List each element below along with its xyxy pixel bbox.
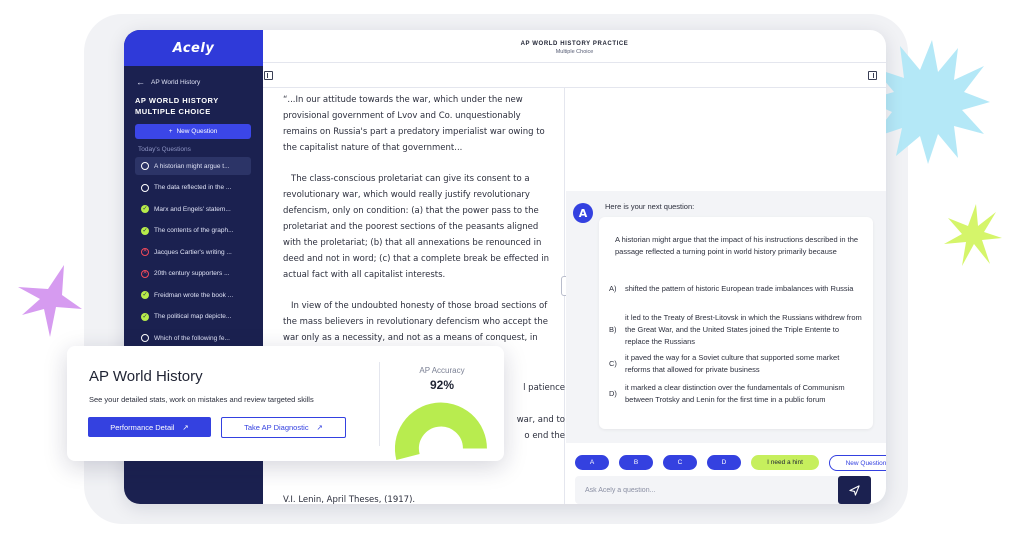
take-ap-diagnostic-button[interactable]: Take AP Diagnostic ↗ bbox=[221, 417, 346, 438]
check-icon: ✓ bbox=[142, 206, 148, 212]
question-card bbox=[599, 217, 873, 429]
question-list-item-label: The contents of the graph... bbox=[154, 227, 234, 234]
circle-icon bbox=[141, 334, 149, 342]
page-header bbox=[263, 30, 886, 62]
page-subtitle: Multiple Choice bbox=[555, 49, 594, 55]
question-list-item-label: 20th century supporters ... bbox=[154, 270, 230, 277]
check-icon: ✓ bbox=[142, 313, 148, 320]
passage-paragraph: In view of the undoubted honesty of those broad sections of the mass believers in revolutionary defencism who accept the war only as a necessity, and not as a means of conquest, in bbox=[283, 301, 548, 343]
send-icon bbox=[849, 485, 860, 496]
stats-card bbox=[67, 346, 504, 461]
question-list-item-label: A historian might argue t... bbox=[154, 162, 230, 170]
external-arrow-icon: ↗ bbox=[182, 422, 189, 432]
question-list-item-label: The political map depicte... bbox=[154, 313, 232, 320]
option-a[interactable]: A) shifted the pattern of historic European trade imbalances with Russia bbox=[609, 284, 854, 293]
sidebar-title: AP WORLD HISTORY MULTIPLE CHOICE bbox=[135, 96, 219, 116]
circle-icon bbox=[141, 162, 149, 170]
option-b[interactable]: B) it led to the Treaty of Brest-Litovsk in which the Russians withdrew from the Great War, and the United States joined the Triple Entente to replace the Russians bbox=[609, 313, 862, 346]
passage-citation: V.I. Lenin, April Theses, (1917). bbox=[283, 495, 416, 504]
chat-panel bbox=[566, 87, 886, 504]
question-list-item[interactable] bbox=[135, 243, 251, 261]
hint-button[interactable]: I need a hint bbox=[751, 455, 819, 470]
option-c[interactable]: C) it paved the way for a Soviet culture that supported some market reforms that allowed for private business bbox=[609, 353, 840, 374]
answer-a-button[interactable]: A bbox=[575, 455, 609, 470]
chat-new-question-button[interactable]: New Question bbox=[829, 455, 886, 471]
collapse-chat-icon[interactable] bbox=[868, 71, 877, 80]
x-icon: ✕ bbox=[142, 248, 148, 255]
external-arrow-icon: ↗ bbox=[316, 423, 323, 432]
page-title: AP WORLD HISTORY PRACTICE bbox=[520, 41, 629, 47]
answer-c-button[interactable]: C bbox=[663, 455, 697, 470]
stats-card-title: AP World History bbox=[89, 368, 203, 385]
question-list-item[interactable] bbox=[135, 157, 251, 175]
ask-input[interactable] bbox=[575, 476, 837, 504]
passage-paragraph: The class-conscious proletariat can give its consent to a revolutionary war, which would really justify revolutionary defencism, only on condition: (a) that the power pass to the proletariat and the poorest sections of the peasants aligned with the proletariat; (b) that all annexations be renounced in deed and not in word; (c) that a complete break be effected in actual fact with all capitalist interests. bbox=[283, 174, 549, 280]
accuracy-label: AP Accuracy bbox=[419, 366, 465, 375]
passage-paragraph: “...In our attitude towards the war, which under the new provisional government of Lvov and Co. unquestionably remains on Russia's part a predatory imperialist war owing to the capitalist nature of that government... bbox=[283, 95, 545, 153]
new-question-button[interactable] bbox=[135, 124, 251, 139]
chat-intro: Here is your next question: bbox=[605, 202, 695, 211]
todays-questions-heading: Today's Questions bbox=[138, 146, 191, 153]
toolbar bbox=[263, 62, 886, 88]
question-list-item[interactable] bbox=[135, 286, 251, 304]
check-icon: ✓ bbox=[142, 292, 148, 298]
back-arrow-icon: ← bbox=[136, 77, 145, 87]
ask-bar bbox=[575, 476, 871, 504]
x-icon: ✕ bbox=[142, 269, 148, 276]
new-question-label: New Question bbox=[176, 128, 218, 135]
question-list-item[interactable] bbox=[135, 308, 251, 326]
option-d[interactable]: D) it marked a clear distinction over the fundamentals of Communism between Trotsky and Lenin for the first time in a public forum bbox=[609, 383, 845, 404]
answer-d-button[interactable]: D bbox=[707, 455, 741, 470]
circle-icon bbox=[141, 184, 149, 192]
question-list-item[interactable] bbox=[135, 329, 251, 347]
passage-tail: l patience war, and to o end the bbox=[516, 383, 565, 441]
accuracy-gauge bbox=[394, 399, 490, 461]
question-list-item[interactable] bbox=[135, 200, 251, 218]
stats-card-description: See your detailed stats, work on mistakes and review targeted skills bbox=[89, 395, 314, 404]
collapse-sidebar-icon[interactable] bbox=[264, 71, 273, 80]
accuracy-value: 92% bbox=[429, 378, 455, 392]
answer-b-button[interactable]: B bbox=[619, 455, 653, 470]
acely-logo[interactable]: Acely bbox=[124, 30, 263, 66]
question-stem: A historian might argue that the impact of his instructions described in the passage reflected a turning point in world history primarily because bbox=[615, 235, 859, 256]
question-list-item[interactable] bbox=[135, 179, 251, 197]
lime-star-decoration bbox=[944, 204, 1002, 266]
performance-detail-button[interactable]: Performance Detail ↗ bbox=[88, 417, 211, 437]
question-list-item-label: The data reflected in the ... bbox=[154, 184, 232, 191]
question-list bbox=[124, 157, 263, 347]
question-list-item[interactable] bbox=[135, 222, 251, 240]
question-list-item[interactable] bbox=[135, 265, 251, 283]
question-list-item-label: Jacques Cartier's writing ... bbox=[154, 248, 232, 256]
back-link[interactable] bbox=[136, 77, 263, 87]
question-list-item-label: Which of the following fe... bbox=[154, 334, 230, 342]
plus-icon: + bbox=[168, 128, 173, 135]
question-list-item-label: Marx and Engels' statem... bbox=[154, 205, 231, 213]
send-button[interactable] bbox=[838, 476, 871, 504]
acely-avatar-icon: A bbox=[573, 203, 593, 223]
question-list-item-label: Freidman wrote the book ... bbox=[154, 291, 234, 299]
check-icon: ✓ bbox=[142, 227, 148, 234]
purple-star-decoration bbox=[18, 265, 82, 337]
answer-row bbox=[575, 455, 886, 471]
back-link-label: AP World History bbox=[151, 78, 201, 86]
